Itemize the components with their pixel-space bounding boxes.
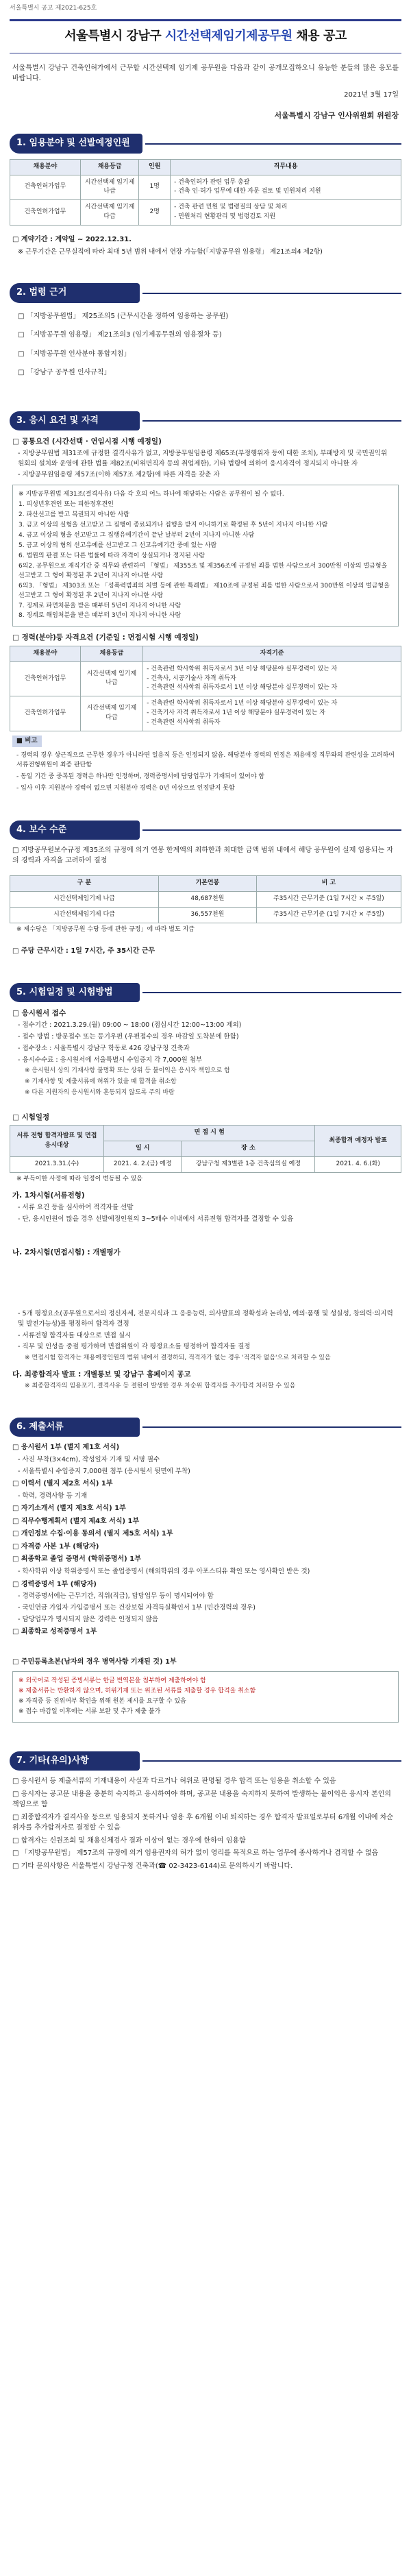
cell-field: 건축인허가업무 [10,661,81,696]
application-line: - 접수기간 : 2021.3.29.(월) 09:00 ~ 18:00 (점심시간 12:00~13:00 제외) [18,1021,242,1030]
law-item: □ 「지방공무원 인사분야 통합지침」 [18,350,131,358]
salary-table [10,875,401,923]
table-row [10,175,401,200]
section-7-title: 7. 기타(유의)사항 [10,1751,140,1771]
col-header: 구 분 [10,875,159,891]
caution-item: □ 최종합격자가 결격사유 등으로 임용되지 못하거나 임용 후 6개월 이내 퇴직하는 경우 합격자 발표일로부터 6개월 이내에 차순위자를 추가합격자로 결정할 수 있음 [12,1813,394,1832]
req-line: - 건축관련 학사학위 취득자로서 1년 이상 해당분야 실무경력이 있는 자 [147,700,338,707]
box-line: ※ 외국어로 작성된 증빙서류는 한글 번역본을 첨부하여 제출하여야 함 [18,1677,206,1685]
doc-item: □ 개인정보 수집·이용 동의서 (별지 제5호 서식) 1부 [12,1530,173,1538]
section-2-header [10,283,401,302]
application-heading: □ 응시원서 접수 [12,1009,66,1018]
cell-kind: 시간선택제임기제 다급 [10,907,159,923]
step2-heading: 나. 2차시험(면접시험) : 개별평가 [12,1248,121,1256]
doc-item: □ 응시원서 1부 (별지 제1호 서식) [12,1444,120,1452]
cell-kind: 시간선택제임기제 나급 [10,891,159,907]
remarks-label: ■ 비고 [12,736,42,747]
application-line: - 접수 방법 : 방문접수 또는 등기우편 (우편접수의 경우 마감일 도착분에 한함) [18,1033,239,1041]
application-line: - 응시수수료 : 응시원서에 서울특별시 수입증지 각 7,000원 첨부 [18,1056,203,1064]
weekly-hours: □ 주당 근무시간 : 1일 7시간, 주 35시간 근무 [12,947,155,955]
table-row [10,696,401,731]
qualification-table [10,646,401,732]
remark-line: - 입사 이후 지원분야 경력이 없으면 지원분야 경력은 0년 이상으로 인정받지 못함 [16,784,235,792]
notice-signer: 서울특별시 강남구 인사위원회 위원장 [274,111,399,121]
section-divider [142,293,401,294]
box-line: 3. 금고 이상의 실형을 선고받고 그 집행이 종료되거나 집행을 받지 아니하기로 확정된 후 5년이 지나지 아니한 사람 [18,522,328,528]
box-line: 4. 금고 이상의 형을 선고받고 그 집행유예기간이 끝난 날부터 2년이 지나지 아니한 사람 [18,531,255,539]
col-header: 채용등급 [80,159,139,175]
section-divider [142,420,401,422]
notice-number: 서울특별시 공고 제2021-625호 [10,5,97,12]
section-divider [145,143,401,145]
common-requirement: - 지방공무원법 제31조에 규정한 결격사유가 없고, 지방공무원임용령 제65조(부정행위자 등에 대한 조치), 부패방지 및 국민권익위원회의 설치와 운영에 관한 법률 제82조(비위면직자 등의 취업제한), 기타 법령에 의하여 응시자격이 정지되지 아니한 자 [18,450,388,467]
grade-requirements-heading: □ 경력(분야)등 자격요건 (기준일 : 면접시험 시행 예정일) [12,633,199,642]
box-line: 7. 징계로 파면처분을 받은 때부터 5년이 지나지 아니한 사람 [18,602,182,609]
positions-table [10,159,401,226]
section-6-title: 6. 제출서류 [10,1418,140,1437]
step2-line: - 직무 및 인성을 중점 평가하며 면접위원이 각 평정요소를 평정하여 합격자를 결정 [18,1343,251,1351]
salary-description: □ 지방공무원보수규정 제35조의 규정에 의거 연봉 한계액의 최하한과 최대한 금액 범위 내에서 해당 공무원이 실제 임용되는 자의 경력과 자격을 고려하여 결정 [12,846,394,865]
doc-item: □ 최종학교 성적증명서 1부 [12,1628,97,1636]
common-requirement: - 지방공무원임용령 제57조(이하 제57조 제2항)에 따른 자격을 갖춘 자 [18,471,220,479]
section-divider [142,1426,401,1428]
intro-text: 서울특별시 강남구 건축인허가에서 근무할 시간선택제 임기제 공무원을 다음과 같이 공개모집하오니 유능한 분들의 많은 응모를 바랍니다. [12,64,399,83]
law-item: □ 「지방공무원 임용령」 제21조의3 (임기제공무원의 임용절차 등) [18,331,222,339]
application-note: ※ 응시원서 상의 기재사항 불명확 또는 상위 등 불이익은 응시자 책임으로 함 [25,1067,230,1075]
title-prefix: 서울특별시 강남구 [64,29,165,43]
cell-note: 주35시간 근무기준 (1일 7시간 × 주5일) [256,907,401,923]
col-header: 채용등급 [80,646,142,661]
disqualification-box [12,485,399,627]
col-header: 채용분야 [10,159,81,175]
title-box [10,19,401,53]
cell-pay: 48,687천원 [158,891,256,907]
section-divider [142,992,401,993]
title-highlight: 시간선택제임기제공무원 [164,29,292,43]
req-line: - 건축사, 시공기술사 자격 취득자 [147,675,236,682]
law-item: □ 「지방공무원법」 제25조의5 (근무시간을 정하여 임용하는 공무원) [18,312,229,320]
col-header: 자격기준 [143,646,401,661]
doc-subitem: - 서울특별시 수입증지 7,000원 첨부 (응시원서 뒷면에 부착) [18,1467,190,1475]
page-title [10,27,401,46]
cell-pay: 36,557천원 [158,907,256,923]
box-line: ※ 지방공무원법 제31조(결격사유) 다음 각 호의 어느 하나에 해당하는 사람은 공무원이 될 수 없다. [18,491,284,498]
title-suffix: 채용 공고 [292,29,347,43]
table-row [10,200,401,226]
section-5-header [10,983,401,1002]
caution-item: □ 합격자는 신원조회 및 채용신체검사 결과 이상이 없는 경우에 한하여 임용함 [12,1836,246,1845]
col-subheader: 일 시 [104,1141,182,1157]
section-divider [142,1760,401,1762]
col-header: 서류 전형 합격자발표 및 면접 응시대상 [10,1126,104,1157]
box-line: 2. 파산선고를 받고 복권되지 아니한 사람 [18,511,129,519]
law-list [12,311,399,378]
table-row [10,661,401,696]
col-header: 최종합격 예정자 발표 [315,1126,401,1157]
schedule-table [10,1125,401,1173]
doc-subitem: - 학력, 경력사항 등 기재 [18,1492,88,1500]
submission-notes-box [12,1671,399,1723]
application-note: ※ 다른 지원자의 응시원서와 혼동되지 않도록 주의 바람 [25,1089,175,1097]
doc-item: □ 경력증명서 1부 (해당자) [12,1580,97,1588]
cell-grade: 시간선택제 임기제 나급 [80,661,142,696]
contract-period: □ 계약기간 : 계약일 ~ 2022.12.31. [12,236,132,244]
caution-item: □ 「지방공무원법」 제57조의 규정에 의거 임용권자의 허가 없이 영리를 목적으로 하는 업무에 종사하거나 겸직할 수 없음 [12,1849,379,1858]
step2-note: ※ 면접시험 합격자는 채용예정인원의 범위 내에서 결정하되, 적격자가 없는 경우 '적격자 없음'으로 처리할 수 있음 [25,1354,331,1362]
section-7-header [10,1751,401,1771]
req-line: - 건축관련 석사학위 취득자 [147,719,221,727]
cell-grade: 시간선택제 임기제 다급 [80,696,142,731]
duty-line: - 건축 관련 민원 및 법령질의 상담 및 처리 [174,204,288,211]
doc-subitem: - 국민연금 가입자 가입증명서 또는 건강보험 자격득실확인서 1부 (민간경력의 경우) [18,1603,256,1612]
common-requirements-heading: □ 공통요건 (시간선택 · 연임시점 시행 예정일) [12,437,162,446]
step2-line: - 서류전형 합격자를 대상으로 면접 실시 [18,1331,132,1339]
table-row [10,891,401,907]
step1-heading: 가. 1차시험(서류전형) [12,1191,85,1200]
duty-line: - 건축인허가 관련 업무 총괄 [174,178,250,186]
section-4-header [10,821,401,840]
cell-interview-date: 2021. 4. 2.(금) 예정 [104,1157,182,1173]
box-line: 1. 피성년후견인 또는 피한정후견인 [18,501,114,509]
box-line: 6의3. 「형법」 제303조 또는 「성폭력범죄의 처벌 등에 관한 특례법」 제10조에 규정된 죄를 범한 사람으로서 300만원 이상의 벌금형을 선고받고 그 형이 확정된 후 2년이 지나지 아니한 사람 [18,582,390,599]
resident-record-item: □ 주민등록초본(남자의 경우 병역사항 기재된 것) 1부 [12,1657,177,1666]
box-line: 8. 징계로 해임처분을 받은 때부터 3년이 지나지 아니한 사람 [18,612,182,620]
allowance-note: ※ 제수당은 「지방공무원 수당 등에 관한 규정」에 따라 별도 지급 [16,925,195,933]
section-6-header [10,1418,401,1437]
step2-line: - 5개 평정요소(공무원으로서의 정신자세, 전문지식과 그 응용능력, 의사발표의 정확성과 논리성, 예의·품행 및 성실성, 창의력·의지력 및 발전가능성)를 평정하여 합격자 결정 [18,1310,393,1328]
final-heading: 다. 최종합격자 발표 : 개별통보 및 강남구 홈페이지 공고 [12,1370,191,1378]
col-header: 인원 [139,159,171,175]
cell-duties [171,200,401,226]
cell-interview-place: 강남구청 제3별관 1층 건축심의실 예정 [182,1157,315,1173]
cell-note: 주35시간 근무기준 (1일 7시간 × 주5일) [256,891,401,907]
section-divider [142,829,401,831]
schedule-heading: □ 시험일정 [12,1113,50,1122]
cell-duties [171,175,401,200]
cell-final-date: 2021. 4. 6.(화) [315,1157,401,1173]
cell-doc-date: 2021.3.31.(수) [10,1157,104,1173]
col-subheader: 장 소 [182,1141,315,1157]
col-header: 면 접 시 험 [104,1126,315,1141]
caution-item: □ 응시원서 등 제출서류의 기재내용이 사실과 다르거나 허위로 판명될 경우 합격 또는 임용을 취소할 수 있음 [12,1777,336,1786]
section-3-header [10,411,401,430]
contract-note: ※ 근무기간은 근무실적에 따라 최대 5년 범위 내에서 연장 가능함(「지방공무원 임용령」 제21조의4 제2항) [18,247,323,256]
doc-subitem: - 학사학위 이상 학위증명서 또는 졸업증명서 (해외학위의 경우 아포스티유 확인 또는 영사확인 받은 것) [18,1567,310,1575]
schedule-note: ※ 부득이한 사정에 따라 일정이 변동될 수 있음 [16,1176,143,1183]
doc-item: □ 최종학교 졸업 증명서 (학위증명서) 1부 [12,1555,141,1564]
box-line: 5. 금고 이상의 형의 선고유예를 선고받고 그 선고유예기간 중에 있는 사람 [18,542,217,549]
doc-item: □ 직무수행계획서 (별지 제4호 서식) 1부 [12,1517,140,1525]
box-line: ※ 접수 마감일 이후에는 서류 보완 및 추가 제출 불가 [18,1708,161,1716]
doc-subitem: - 경력증명서에는 근무기간, 직위(직급), 담당업무 등이 명시되어야 함 [18,1592,214,1601]
doc-subitem: - 사진 부착(3×4cm), 작성일자 기재 및 서명 필수 [18,1455,160,1463]
table-row [10,1157,401,1173]
cell-field: 건축인허가업무 [10,175,81,200]
doc-subitem: - 담당업무가 명시되지 않은 경력은 인정되지 않음 [18,1615,159,1623]
req-line: - 건축관련 학사학위 취득자로서 3년 이상 해당분야 실무경력이 있는 자 [147,665,338,672]
section-1-title: 1. 임용분야 및 선발예정인원 [10,134,142,153]
doc-item: □ 자격증 사본 1부 (해당자) [12,1542,99,1551]
cell-grade: 시간선택제 임기제 다급 [80,200,139,226]
cell-requirements [143,696,401,731]
notice-date: 2021년 3월 17일 [344,90,399,99]
application-line: - 접수장소 : 서울특별시 강남구 학동로 426 강남구청 건축과 [18,1044,190,1052]
box-line: ※ 제출서류는 반환하지 않으며, 허위기재 또는 위조된 서류를 제출할 경우 합격을 취소함 [18,1688,256,1695]
cell-grade: 시간선택제 임기제 나급 [80,175,139,200]
cell-count: 1명 [139,175,171,200]
section-5-title: 5. 시험일정 및 시험방법 [10,983,140,1002]
col-header: 기본연봉 [158,875,256,891]
section-1-header [10,134,401,153]
col-header: 비 고 [256,875,401,891]
step1-line: - 단, 응시인원이 많을 경우 선발예정인원의 3~5배수 이내에서 서류전형 합격자를 결정할 수 있음 [18,1215,294,1224]
final-note: ※ 최종합격자의 임용포기, 결격사유 등 결원이 발생한 경우 차순위 합격자를 추가합격 처리할 수 있음 [25,1383,296,1390]
cell-field: 건축인허가업무 [10,200,81,226]
table-row [10,907,401,923]
law-item: □ 「강남구 공무원 인사규칙」 [18,369,111,377]
section-3-title: 3. 응시 요건 및 자격 [10,411,140,430]
col-header: 채용분야 [10,646,81,661]
contact-item: □ 기타 문의사항은 서울특별시 강남구청 건축과(☎ 02-3423-6144)로 문의하시기 바랍니다. [12,1862,293,1870]
cell-requirements [143,661,401,696]
cell-count: 2명 [139,200,171,226]
step1-line: - 서류 요건 등을 심사하여 적격자를 선발 [18,1204,134,1212]
box-line: ※ 자격증 등 진위여부 확인을 위해 원본 제시를 요구할 수 있음 [18,1698,186,1705]
duty-line: - 건축 인·허가 업무에 대한 자문 검토 및 민원처리 지원 [174,188,321,195]
section-2-title: 2. 법령 근거 [10,283,140,302]
caution-item: □ 응시자는 공고문 내용을 충분히 숙지하고 응시하여야 하며, 공고문 내용을 숙지하지 못하여 발생하는 불이익은 응시자 본인의 책임으로 함 [12,1790,391,1809]
application-note: ※ 기재사항 및 제출서류에 허위가 있을 때 합격을 취소함 [25,1078,177,1086]
doc-item: □ 자기소개서 (별지 제3호 서식) 1부 [12,1505,126,1513]
section-4-title: 4. 보수 수준 [10,821,140,840]
req-line: - 건축관련 석사학위 취득자로서 1년 이상 해당분야 실무경력이 있는 자 [147,684,338,692]
box-line: 6. 법원의 판결 또는 다른 법률에 따라 자격이 상실되거나 정지된 사람 [18,552,205,559]
req-line: - 건축기사 자격 취득자로서 1년 이상 해당분야 실무경력이 있는 자 [147,709,325,717]
doc-item: □ 이력서 (별지 제2호 서식) 1부 [12,1480,113,1488]
remark-line: - 경력의 경우 상근직으로 근무한 경우가 아니라면 일용직 등은 인정되지 않음. 해당분야 경력의 인정은 채용예정 직무와의 관련성을 고려하여 서류전형위원이 최종 판단함 [16,751,395,768]
col-header: 직무내용 [171,159,401,175]
duty-line: - 민원처리 현황관리 및 법령검토 지원 [174,213,276,221]
cell-field: 건축인허가업무 [10,696,81,731]
remark-line: - 동일 기간 중 중복된 경력은 하나만 인정하며, 경력증명서에 담당업무가 기재되어 있어야 함 [16,773,265,780]
box-line: 6의2. 공무원으로 재직기간 중 직무와 관련하여 「형법」 제355조 및 제356조에 규정된 죄를 범한 사람으로서 300만원 이상의 벌금형을 선고받고 그 형이 확정된 후 2년이 지나지 아니한 사람 [18,562,388,579]
